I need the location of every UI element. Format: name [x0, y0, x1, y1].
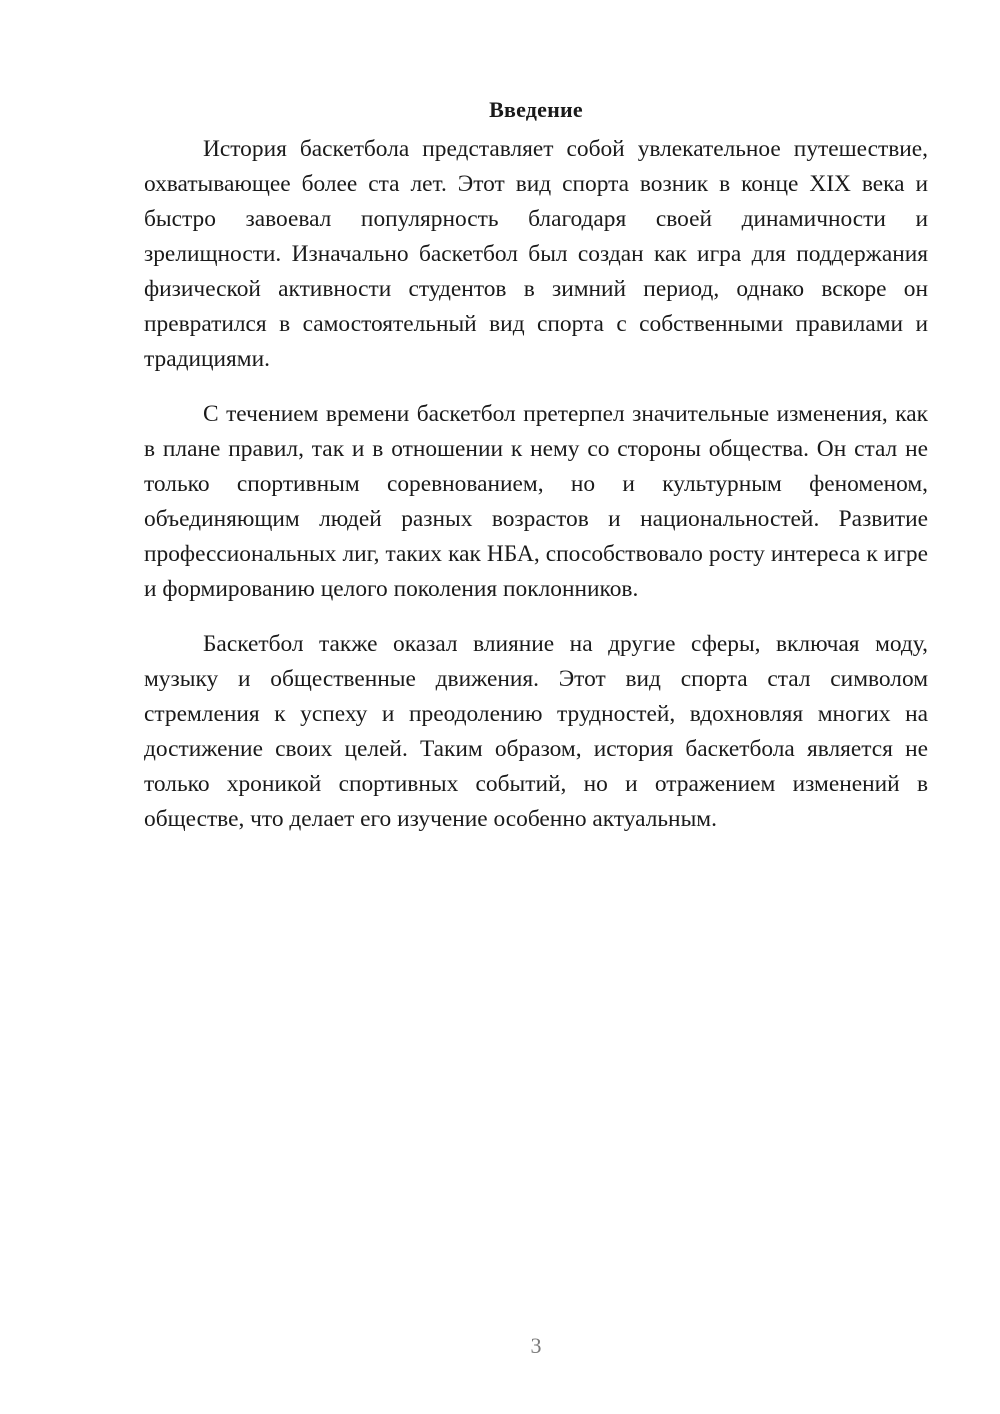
section-heading: Введение [489, 97, 583, 122]
page-number: 3 [530, 1333, 542, 1358]
page-content [144, 92, 928, 857]
paragraph-3: Баскетбол также оказал влияние на другие сферы, включая моду, музыку и общественные движения. Этот вид спорта стал символом стремления к успеху и преодолению трудностей, вдохновляя многих на достижение своих целей. Таким образом, история баскетбола является не только хроникой спортивных событий, но и отражением изменений в обществе, что делает его изучение особенно актуальным. [144, 631, 928, 832]
paragraph-2: С течением времени баскетбол претерпел значительные изменения, как в плане правил, так и в отношении к нему со стороны общества. Он стал не только спортивным соревнованием, но и культурным феноменом, объединяющим людей разных возрастов и национальностей. Развитие профессиональных лиг, таких как НБА, способствовало росту интереса к игре и формированию целого поколения поклонников. [144, 401, 928, 602]
paragraph-1: История баскетбола представляет собой увлекательное путешествие, охватывающее более ста лет. Этот вид спорта возник в конце XIX века и быстро завоевал популярность благодаря своей динамичности и зрелищности. Изначально баскетбол был создан как игра для поддержания физической активности студентов в зимний период, однако вскоре он превратился в самостоятельный вид спорта с собственными правилами и традициями. [144, 136, 928, 372]
